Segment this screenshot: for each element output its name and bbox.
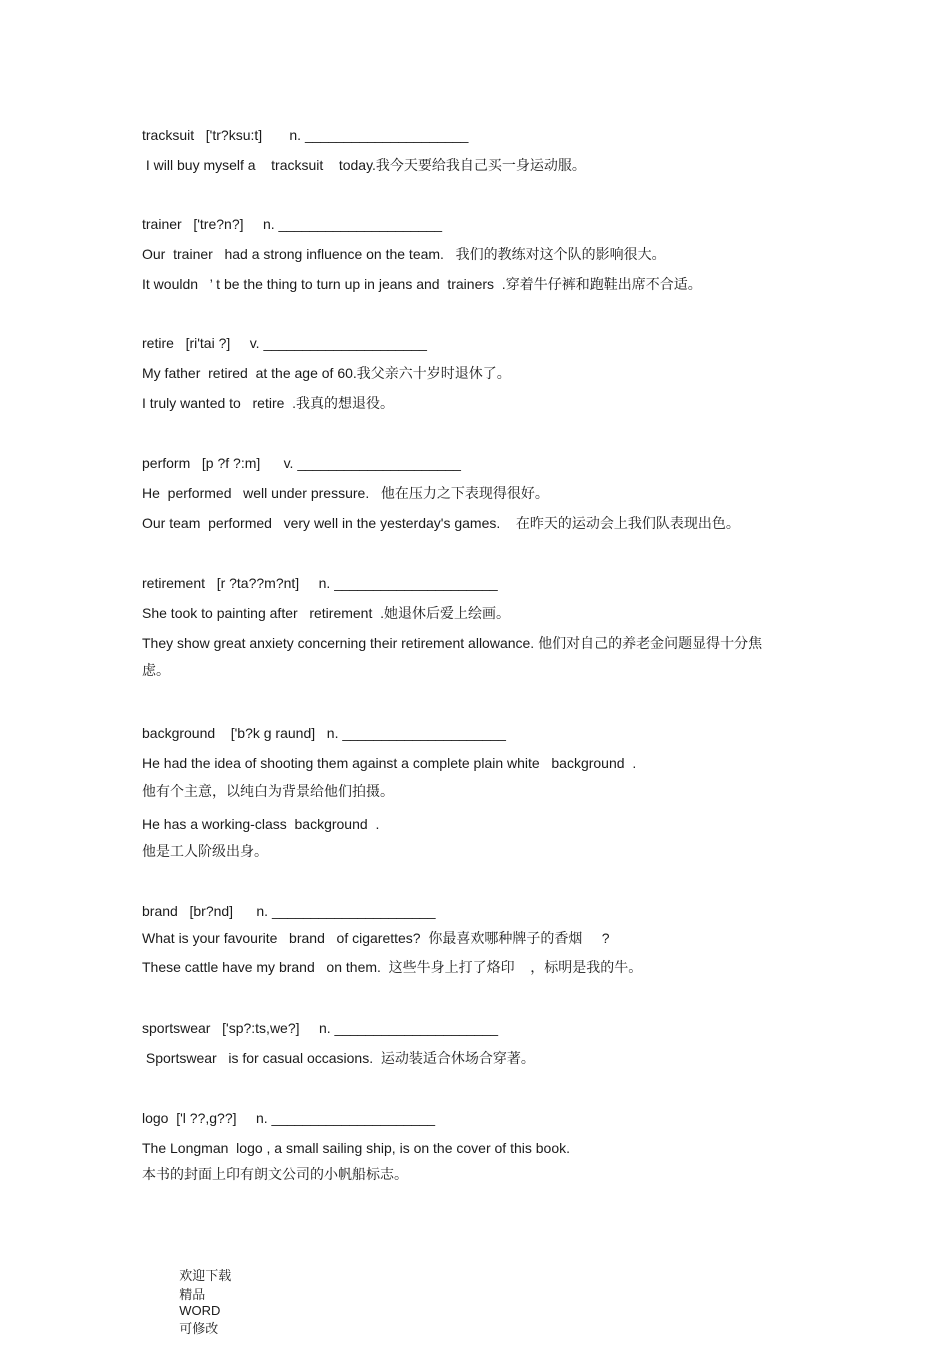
entry-head-perform: perform [p ?f ?:m] v. _____________________ [142, 455, 461, 471]
example-sentence: He has a working-class background . [142, 816, 380, 832]
page-footer [172, 1250, 249, 1337]
example-sentence: Our team performed very well in the yesterday's games. 在昨天的运动会上我们队表现出色。 [142, 515, 740, 531]
example-sentence: It wouldn ’ t be the thing to turn up in jeans and trainers .穿着牛仔裤和跑鞋出席不合适。 [142, 276, 702, 292]
example-sentence: My father retired at the age of 60.我父亲六十岁时退休了。 [142, 365, 511, 381]
example-sentence: They show great anxiety concerning their retirement allowance. 他们对自己的养老金问题显得十分焦虑。 [142, 635, 763, 678]
entry-head-brand: brand [br?nd] n. _____________________ [142, 903, 436, 919]
example-sentence: I will buy myself a tracksuit today.我今天要给我自己买一身运动服。 [142, 157, 586, 173]
entry-head-sportswear: sportswear ['sp?:ts,we?] n. _____________________ [142, 1020, 499, 1036]
example-sentence: What is your favourite brand of cigarettes? 你最喜欢哪种牌子的香烟 ? [142, 930, 610, 946]
entry-head-retire: retire [ri'tai ?] v. _____________________ [142, 335, 427, 351]
footer-item: WORD [179, 1303, 221, 1318]
example-translation: 他有个主意，以纯白为背景给他们拍摄。 [142, 783, 394, 799]
entry-head-logo: logo ['l ??,g??] n. _____________________ [142, 1110, 436, 1126]
example-sentence: She took to painting after retirement .她退休后爱上绘画。 [142, 605, 511, 621]
entry-head-tracksuit: tracksuit ['tr?ksu:t] n. _____________________ [142, 127, 469, 143]
footer-item: 可修改 [179, 1321, 219, 1336]
example-sentence: These cattle have my brand on them. 这些牛身上打了烙印 ，标明是我的牛。 [142, 959, 643, 975]
example-translation: 本书的封面上印有朗文公司的小帆船标志。 [142, 1166, 408, 1182]
entry-head-retirement: retirement [r ?ta??m?nt] n. _____________________ [142, 575, 498, 591]
example-translation: 他是工人阶级出身。 [142, 843, 268, 859]
example-sentence: Sportswear is for casual occasions. 运动装适合休场合穿著。 [142, 1050, 535, 1066]
example-sentence: I truly wanted to retire .我真的想退役。 [142, 395, 395, 411]
entry-head-trainer: trainer ['tre?n?] n. _____________________ [142, 216, 443, 232]
footer-item: 欢迎下载 [179, 1268, 232, 1283]
example-sentence: He performed well under pressure. 他在压力之下表现得很好。 [142, 485, 549, 501]
example-sentence: He had the idea of shooting them against a complete plain white background . [142, 755, 637, 771]
example-sentence: The Longman logo , a small sailing ship, is on the cover of this book. [142, 1140, 571, 1156]
footer-item: 精品 [179, 1287, 206, 1302]
entry-head-background: background ['b?k ɡ raund] n. _____________________ [142, 725, 506, 741]
example-sentence: Our trainer had a strong influence on the team. 我们的教练对这个队的影响很大。 [142, 246, 666, 262]
